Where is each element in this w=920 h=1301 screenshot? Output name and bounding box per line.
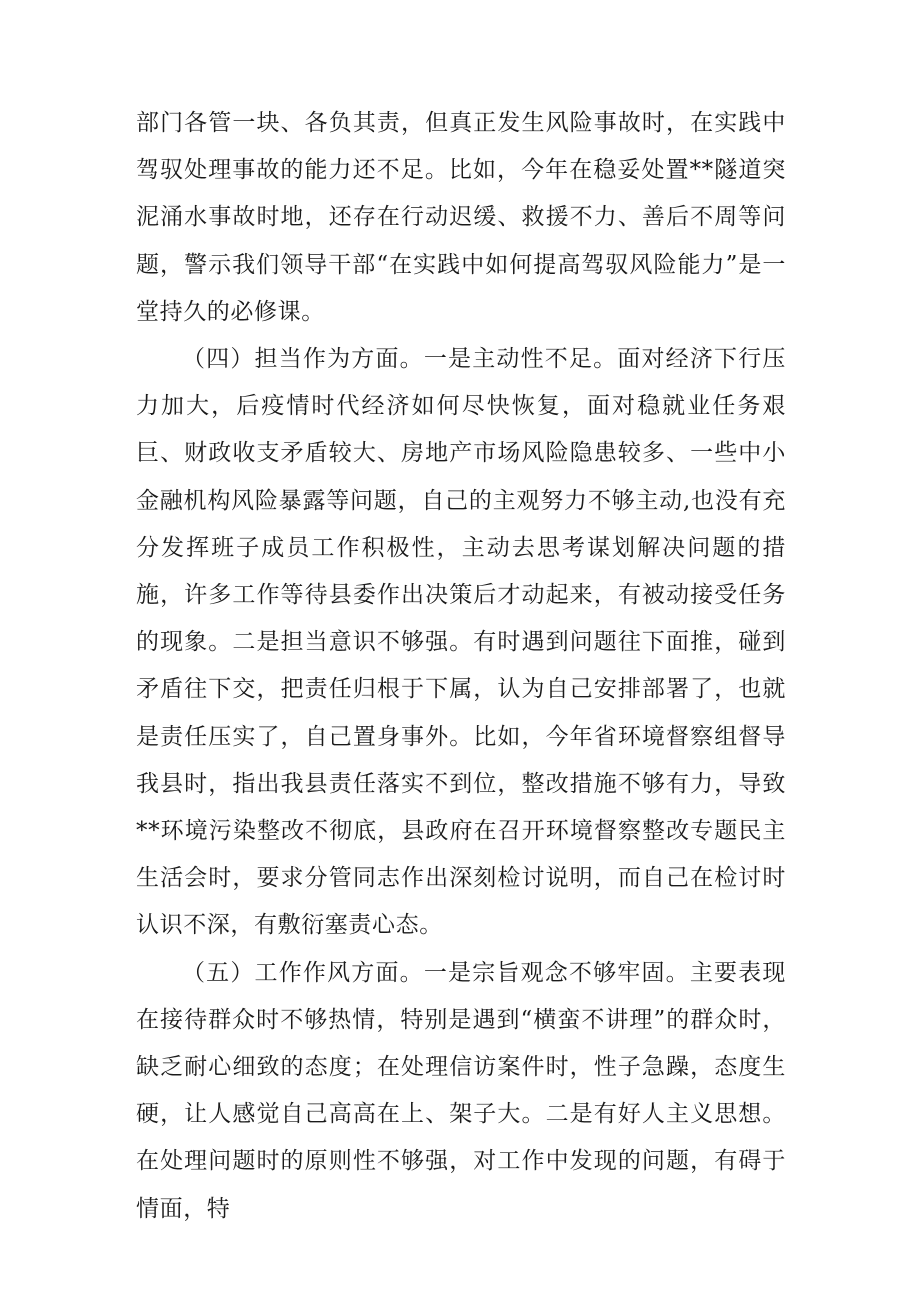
paragraph-section-four: （四）担当作为方面。一是主动性不足。面对经济下行压力加大，后疫情时代经济如何尽快恢复，面对稳就业任务艰巨、财政收支矛盾较大、房地产市场风险隐患较多、一些中小金融机构风险暴露等问题，自己的主观努力不够主动,也没有充分发挥班子成员工作积极性，主动去思考谋划解决问题的措施，许多工作等待县委作出决策后才动起来，有被动接受任务的现象。二是担当意识不够强。有时遇到问题往下面推，碰到矛盾往下交，把责任归根于下属，认为自己安排部署了，也就是责任压实了，自己置身事外。比如，今年省环境督察组督导我县时，指出我县责任落实不到位，整改措施不够有力，导致**环境污染整改不彻底，县政府在召开环境督察整改专题民主生活会时，要求分管同志作出深刻检讨说明，而自己在检讨时认识不深，有敷衍塞责心态。 <box>136 346 786 939</box>
document-body <box>136 100 786 1233</box>
paragraph-section-five: （五）工作作风方面。一是宗旨观念不够牢固。主要表现在接待群众时不够热情，特别是遇到“横蛮不讲理”的群众时，缺乏耐心细致的态度；在处理信访案件时，性子急躁，态度生硬，让人感觉自己高高在上、架子大。二是有好人主义思想。在处理问题时的原则性不够强，对工作中发现的问题，有碍于情面，特 <box>136 959 786 1222</box>
paragraph-continuation: 部门各管一块、各负其责，但真正发生风险事故时，在实践中驾驭处理事故的能力还不足。比如，今年在稳妥处置**隧道突泥涌水事故时地，还存在行动迟缓、救援不力、善后不周等问题，警示我们领导干部“在实践中如何提高驾驭风险能力”是一堂持久的必修课。 <box>136 110 786 325</box>
